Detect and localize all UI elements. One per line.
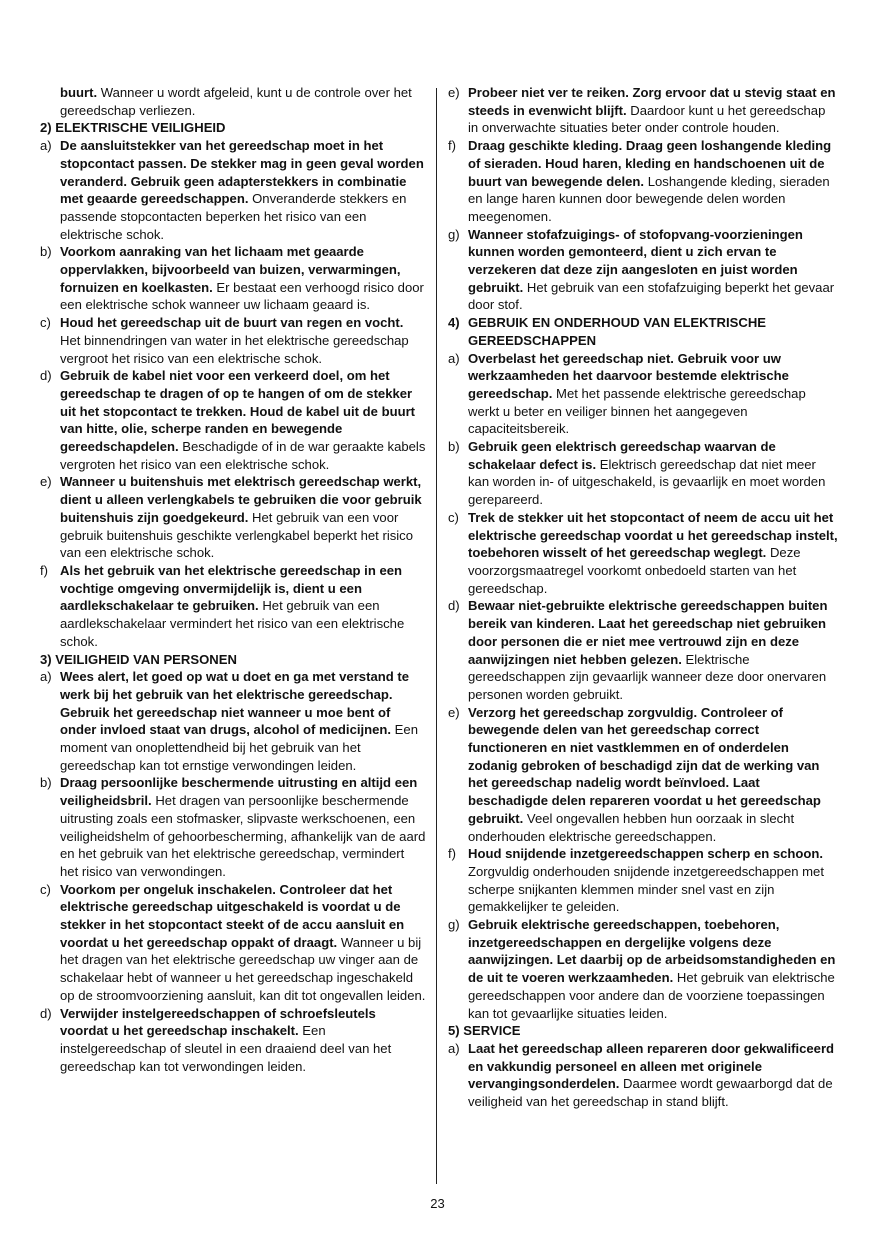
item-marker: f) [448, 138, 456, 154]
list-item [40, 473, 426, 562]
item-bold: Wees alert, let goed op wat u doet en ga met verstand te werk bij het gebruik van het elektrische gereedschap. Gebruik het gereedschap niet wanneer u moe bent of onder invloed staat van drugs, alcohol of medicijnen. [60, 669, 410, 738]
item-marker: d) [40, 368, 52, 384]
item-text: Wanneer u bij het dragen van het elektrische gereedschap uw vinger aan de schakelaar hebt of wanneer u het gereedschap ingeschakeld op de stroomvoorziening aansluit, kan dit tot ongevallen leiden. [60, 934, 426, 1003]
item-text: Zorgvuldig onderhouden snijdende inzetgereedschappen met scherpe snijkanten klemmen minder snel vast en zijn gemakkelijker te geleiden. [468, 863, 824, 915]
section-5-title: 5) SERVICE [448, 1023, 521, 1039]
item-bold: Als het gebruik van het elektrische gereedschap in een vochtige omgeving onvermijdelijk is, dient u een aardlekschakelaar te gebruiken. [60, 562, 403, 614]
item-marker: c) [40, 881, 51, 897]
item-bold: Overbelast het gereedschap niet. Gebruik voor uw werkzaamheden het daarvoor bestemde elektrische gereedschap. [468, 350, 789, 401]
list-item [448, 137, 838, 226]
column-divider [436, 88, 437, 1184]
item-text: Deze voorzorgsmaatregel voorkomt onbedoeld starten van het gereedschap. [468, 545, 801, 596]
item-text: Daarmee wordt gewaarborgd dat de veiligheid van het gereedschap in stand blijft. [468, 1076, 833, 1110]
item-marker: g) [448, 917, 460, 933]
intro-paragraph [40, 84, 426, 119]
list-item [448, 226, 838, 315]
item-marker: e) [40, 474, 52, 490]
item-text: Het gebruik van elektrische gereedschappen voor andere dan de voorziene toepassingen kan tot gevaarlijke situaties leiden. [468, 970, 835, 1021]
list-item [40, 314, 426, 367]
item-bold: Gebruik de kabel niet voor een verkeerd doel, om het gereedschap te dragen of op te hangen of om de stekker uit het stopcontact te trekken. Houd de kabel uit de buurt van hitte, olie, scherpe randen en bewegende gereedschapdelen. [60, 368, 416, 455]
item-bold: Wanneer u buitenshuis met elektrisch gereedschap werkt, dient u alleen verlengkabels te gebruiken die voor gebruik buitenshuis zijn goedgekeurd. [60, 474, 422, 525]
item-marker: a) [448, 1040, 460, 1056]
list-item [448, 350, 838, 439]
item-marker: d) [40, 1005, 52, 1021]
item-text: Het gebruik van een stofafzuiging beperkt het gevaar door stof. [468, 279, 835, 313]
item-marker: b) [448, 439, 460, 455]
item-marker: e) [448, 85, 460, 100]
intro-text: Wanneer u wordt afgeleid, kunt u de controle over het gereedschap verliezen. [60, 85, 412, 118]
left-column [40, 84, 426, 1075]
item-bold: Gebruik geen elektrisch gereedschap waarvan de schakelaar defect is. [468, 439, 776, 472]
list-item [40, 774, 426, 880]
page-number: 23 [430, 1196, 445, 1211]
section-4-number: 4) [448, 315, 460, 331]
item-bold: Draag geschikte kleding. Draag geen loshangende kleding of sieraden. Houd haren, kleding en handschoenen uit de buurt van bewegende delen. [468, 138, 832, 189]
right-column [448, 84, 838, 1111]
item-marker: f) [40, 562, 48, 578]
list-item [40, 367, 426, 473]
item-marker: d) [448, 598, 460, 614]
item-text: Het gebruik van een voor gebruik buitenshuis geschikte verlengkabel beperkt het risico van een elektrische schok. [60, 509, 414, 561]
item-bold: Voorkom aanraking van het lichaam met geaarde oppervlakken, bijvoorbeeld van buizen, verwarmingen, fornuizen en koelkasten. [60, 244, 401, 295]
list-item [448, 845, 838, 916]
list-item [40, 1005, 426, 1076]
item-bold: Laat het gereedschap alleen repareren door gekwalificeerd en vakkundig personeel en alleen met originele vervangingsonderdelen. [468, 1040, 835, 1092]
section-4-title [448, 314, 838, 349]
item-text: Er bestaat een verhoogd risico door een elektrische schok wanneer uw lichaam geaard is. [60, 279, 424, 313]
item-bold: Houd het gereedschap uit de buurt van regen en vocht. [60, 315, 404, 331]
item-marker: c) [40, 315, 51, 331]
item-bold: Gebruik elektrische gereedschappen, toebehoren, inzetgereedschappen en dergelijke volgens deze aanwijzingen. Let daarbij op de arbeidsomstandigheden en de uit te voeren werkzaamheden. [468, 917, 836, 986]
item-text: Een instelgereedschap of sleutel in een draaiend deel van het gereedschap kan tot verwondingen leiden. [60, 1023, 392, 1074]
intro-bold: buurt. [60, 85, 98, 100]
list-item [448, 509, 838, 598]
item-bold: Verwijder instelgereedschappen of schroefsleutels voordat u het gereedschap inschakelt. [60, 1005, 376, 1039]
section-3-title: 3) VEILIGHEID VAN PERSONEN [40, 651, 237, 667]
item-marker: c) [448, 509, 459, 525]
item-text: Onveranderde stekkers en passende stopcontacten beperken het risico van een elektrische schok. [60, 191, 407, 242]
item-text: Elektrisch gereedschap dat niet meer kan worden in- of uitgeschakeld, is gevaarlijk en moet worden gerepareerd. [468, 456, 826, 508]
item-text: Een moment van onoplettendheid bij het gebruik van het gereedschap kan tot ernstige verwondingen leiden. [60, 722, 418, 773]
item-marker: e) [448, 704, 460, 720]
list-item [40, 562, 426, 651]
item-marker: g) [448, 226, 460, 242]
item-bold: De aansluitstekker van het gereedschap moet in het stopcontact passen. De stekker mag in geen geval worden veranderd. Gebruik geen adapterstekkers in combinatie met geaarde gereedschappen. [60, 138, 424, 207]
item-bold: Probeer niet ver te reiken. Zorg ervoor dat u stevig staat en steeds in evenwicht blijft. [468, 85, 836, 118]
list-item [448, 84, 838, 137]
list-item [40, 668, 426, 774]
list-item [448, 916, 838, 1022]
item-text: Beschadigde of in de war geraakte kabels vergroten het risico van een elektrische schok. [60, 439, 426, 472]
section-2-title: 2) ELEKTRISCHE VEILIGHEID [40, 120, 226, 136]
item-marker: a) [448, 350, 460, 366]
list-item [40, 137, 426, 243]
list-item [448, 597, 838, 703]
item-text: Veel ongevallen hebben hun oorzaak in slecht onderhouden elektrische gereedschappen. [468, 810, 795, 844]
item-bold: Voorkom per ongeluk inschakelen. Controleer dat het elektrische gereedschap uitgeschakeld is voordat u de stekker in het stopcontact steekt of de accu aansluit en voordat u het gereedschap oppakt of draagt. [60, 881, 405, 950]
item-marker: a) [40, 138, 52, 154]
list-item [448, 1040, 838, 1111]
item-bold: Verzorg het gereedschap zorgvuldig. Controleer of bewegende delen van het gereedschap correct functioneren en niet vastklemmen en of onderdelen zodanig gebroken of beschadigd zijn dat de werking van het gereedschap nadelig wordt beïnvloed. Laat beschadigde delen repareren voordat u het gereedschap gebruikt. [468, 704, 821, 826]
item-bold: Houd snijdende inzetgereedschappen scherp en schoon. [468, 846, 824, 862]
item-text: Het gebruik van een aardlekschakelaar vermindert het risico van een elektrische schok. [60, 598, 405, 649]
item-marker: f) [448, 846, 456, 862]
item-bold: Draag persoonlijke beschermende uitrusting en altijd een veiligheidsbril. [60, 775, 418, 809]
item-text: Het dragen van persoonlijke beschermende uitrusting zoals een stofmasker, slipvaste werkschoenen, een veiligheidshelm of gehoorbescherming, afhankelijk van de aard en het gebruik van het elektrische gereedschap, vermindert het risico van verwondingen. [60, 793, 426, 879]
list-item [448, 704, 838, 846]
item-marker: b) [40, 244, 52, 260]
item-text: Daardoor kunt u het gereedschap in onverwachte situaties beter onder controle houden. [468, 102, 826, 136]
item-marker: a) [40, 669, 52, 685]
item-bold: Trek de stekker uit het stopcontact of neem de accu uit het elektrische gereedschap voordat u het gereedschap instelt, toebehoren wisselt of het gereedschap weglegt. [468, 509, 838, 561]
item-bold: Wanneer stofafzuigings- of stofopvang-voorzieningen kunnen worden gemonteerd, dient u zich ervan te verzekeren dat deze zijn aangesloten en juist worden gebruikt. [468, 226, 803, 295]
list-item [40, 243, 426, 314]
section-4-title-text: GEBRUIK EN ONDERHOUD VAN ELEKTRISCHE GEREEDSCHAPPEN [468, 315, 767, 348]
item-text: Elektrische gereedschappen zijn gevaarlijk wanneer deze door onervaren personen worden gebruikt. [468, 651, 827, 702]
item-text: Met het passende elektrische gereedschap werkt u beter en veiliger binnen het aangegeven capaciteitsbereik. [468, 385, 806, 437]
item-marker: b) [40, 775, 52, 791]
list-item [448, 438, 838, 509]
item-text: Het binnendringen van water in het elektrische gereedschap vergroot het risico van een elektrische schok. [60, 332, 409, 366]
item-bold: Bewaar niet-gebruikte elektrische gereedschappen buiten bereik van kinderen. Laat het gereedschap niet gebruiken door personen die er niet mee vertrouwd zijn en deze aanwijzingen niet hebben gelezen. [468, 598, 828, 667]
list-item [40, 881, 426, 1005]
item-text: Loshangende kleding, sieraden en lange haren kunnen door bewegende delen worden meegenomen. [468, 173, 830, 224]
